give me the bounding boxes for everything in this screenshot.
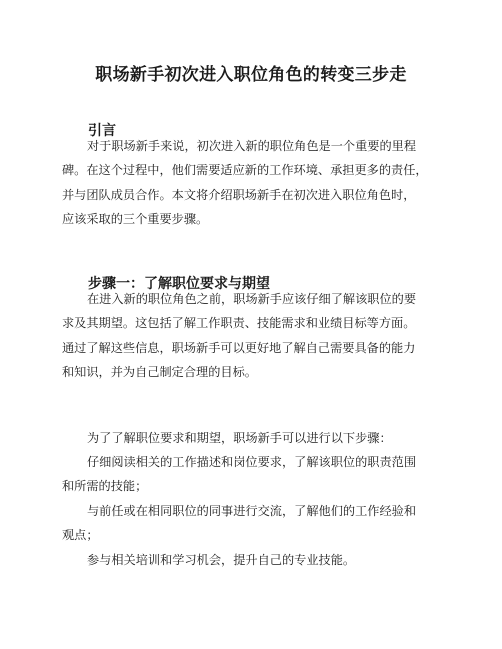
list-item (62, 548, 457, 572)
paragraph-line: 参与相关培训和学习机会，提升自己的专业技能。 (87, 553, 356, 567)
paragraph-line: 应该采取的三个重要步骤。 (62, 211, 209, 226)
paragraph (62, 426, 457, 450)
paragraph-line: 为了了解职位要求和期望，职场新手可以进行以下步骤： (87, 431, 392, 445)
paragraph (62, 287, 457, 384)
paragraph-line: 对于职场新手来说，初次进入新的职位角色是一个重要的里程 (87, 139, 417, 153)
paragraph (62, 134, 457, 231)
list-item (62, 450, 457, 499)
paragraph-line: 和知识，并为自己制定合理的目标。 (62, 364, 257, 379)
paragraph-line: 和所需的技能； (62, 479, 148, 494)
paragraph-line: 在进入新的职位角色之前，职场新手应该仔细了解该职位的要 (87, 292, 417, 306)
section-heading-intro: 引言 (88, 123, 116, 139)
paragraph-line: 求及其期望。这包括了解工作职责、技能需求和业绩目标等方面。 (62, 316, 416, 331)
paragraph-line: 碑。在这个过程中，他们需要适应新的工作环境、承担更多的责任， (62, 163, 428, 178)
document-title: 职场新手初次进入职位角色的转变三步走 (95, 65, 407, 85)
paragraph-line: 并与团队成员合作。本文将介绍职场新手在初次进入职位角色时， (62, 187, 416, 202)
list-item (62, 499, 457, 548)
paragraph-line: 观点； (62, 528, 99, 543)
paragraph-line: 仔细阅读相关的工作描述和岗位要求，了解该职位的职责范围 (87, 455, 417, 469)
paragraph-line: 与前任或在相同职位的同事进行交流，了解他们的工作经验和 (87, 504, 417, 518)
paragraph-line: 通过了解这些信息，职场新手可以更好地了解自己需要具备的能力 (62, 340, 416, 355)
section-heading-step-one: 步骤一：了解职位要求与期望 (88, 276, 270, 292)
